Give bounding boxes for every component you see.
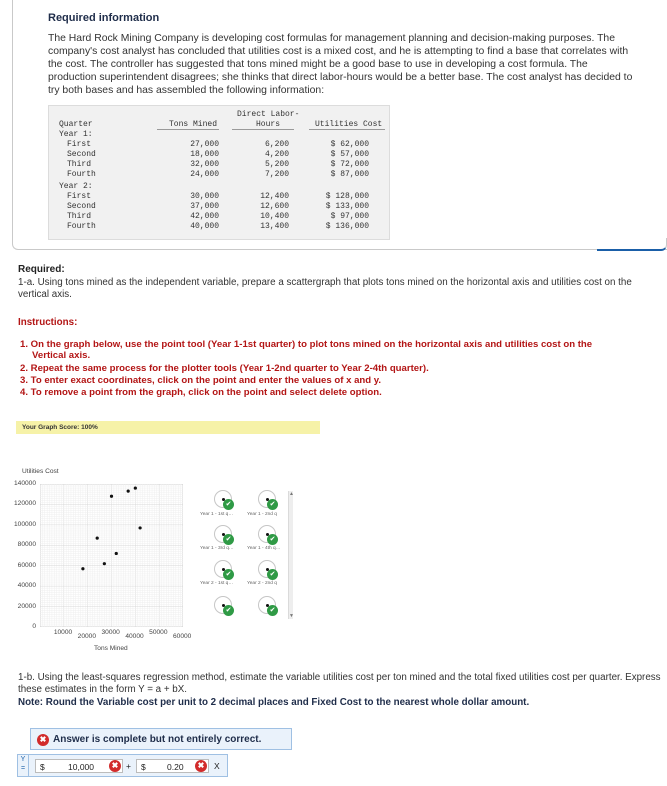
check-icon: ✔ bbox=[223, 499, 234, 510]
cell-quarter: First bbox=[67, 140, 92, 149]
data-point-7[interactable] bbox=[139, 526, 142, 529]
check-icon: ✔ bbox=[267, 569, 278, 580]
tool-y2q2[interactable] bbox=[258, 560, 276, 578]
cell-quarter: Fourth bbox=[67, 170, 96, 179]
cell-cost: $ 62,000 bbox=[330, 140, 369, 149]
x-tick-label: 50000 bbox=[149, 629, 168, 636]
part-1b-note: Note: Round the Variable cost per unit to 2 decimal places and Fixed Cost to the nearest whole dollar amount. bbox=[18, 697, 530, 708]
cell-dlh: 10,400 bbox=[260, 212, 289, 221]
variable-cost-input[interactable] bbox=[136, 759, 209, 773]
point-tool-panel bbox=[200, 490, 296, 618]
required-heading: Required: bbox=[18, 264, 65, 275]
cell-cost: $ 87,000 bbox=[330, 170, 369, 179]
cell-tons: 27,000 bbox=[190, 140, 219, 149]
check-icon: ✔ bbox=[267, 605, 278, 616]
dollar-sign: $ bbox=[141, 762, 146, 772]
cell-quarter: First bbox=[67, 192, 92, 201]
required-text: 1-a. Using tons mined as the independent variable, prepare a scattergraph that plots tons mined on the horizontal axis and utilities cost on the vertical axis. bbox=[18, 277, 632, 300]
data-point-1[interactable] bbox=[103, 562, 106, 565]
cell-tons: 18,000 bbox=[190, 150, 219, 159]
answer-status-text: Answer is complete but not entirely correct. bbox=[53, 734, 262, 745]
tool-y2q3[interactable] bbox=[214, 596, 232, 614]
answer-status bbox=[30, 728, 292, 750]
cell-dlh: 7,200 bbox=[264, 170, 289, 179]
cell-quarter: Second bbox=[67, 150, 96, 159]
y-tick-label: 20000 bbox=[17, 602, 36, 610]
data-point-5[interactable] bbox=[110, 495, 113, 498]
wrong-icon: ✖ bbox=[37, 734, 49, 746]
instruction-1-cont: Vertical axis. bbox=[32, 350, 91, 361]
tool-y1q1[interactable] bbox=[214, 490, 232, 508]
data-table bbox=[48, 105, 390, 240]
tool-label-y2q1: Year 2 - 1st q… bbox=[200, 581, 234, 586]
data-point-8[interactable] bbox=[134, 486, 137, 489]
part-1b-text: 1-b. Using the least-squares regression method, estimate the variable utilities cost per ton mined and the total fixed utilities cost per quarter. Express these estimates in the form Y = a + bX. bbox=[18, 672, 661, 695]
cell-quarter: Second bbox=[67, 202, 96, 211]
tool-scrollbar[interactable] bbox=[288, 491, 293, 619]
data-point-4[interactable] bbox=[96, 537, 99, 540]
y-tick-label: 120000 bbox=[13, 500, 36, 508]
scroll-up-icon[interactable]: ▲ bbox=[289, 491, 294, 497]
tool-y2q1[interactable] bbox=[214, 560, 232, 578]
year2-label: Year 2: bbox=[59, 182, 93, 191]
equals-label: = bbox=[20, 765, 26, 772]
instructions-heading: Instructions: bbox=[18, 317, 78, 328]
x-tick-label: 10000 bbox=[53, 629, 73, 636]
y-label: Y bbox=[20, 756, 26, 763]
cell-cost: $ 97,000 bbox=[330, 212, 369, 221]
cell-cost: $ 72,000 bbox=[330, 160, 369, 169]
y-tick-label: 60000 bbox=[17, 561, 36, 569]
cell-quarter: Fourth bbox=[67, 222, 96, 231]
cell-dlh: 12,600 bbox=[260, 202, 289, 211]
y-tick-label: 140000 bbox=[13, 480, 36, 487]
cell-cost: $ 128,000 bbox=[325, 192, 369, 201]
variable-cost-value: 0.20 bbox=[167, 762, 184, 772]
regression-formula bbox=[17, 754, 228, 777]
tool-label-y2q2: Year 2 - 2nd q bbox=[247, 581, 277, 586]
col-header-quarter: Quarter bbox=[59, 120, 93, 129]
cell-tons: 24,000 bbox=[190, 170, 219, 179]
cell-quarter: Third bbox=[67, 212, 92, 221]
tool-label-y1q1: Year 1 - 1st q… bbox=[200, 512, 234, 517]
y-tick-label: 40000 bbox=[17, 582, 36, 590]
card-accent bbox=[597, 238, 667, 251]
wrong-icon: ✖ bbox=[195, 760, 207, 772]
col-header-tons: Tons Mined bbox=[169, 120, 218, 129]
instruction-3: 3. To enter exact coordinates, click on the point and enter the values of x and y. bbox=[20, 375, 382, 386]
scroll-down-icon[interactable]: ▼ bbox=[289, 613, 294, 619]
y-label-cell bbox=[18, 755, 29, 776]
check-icon: ✔ bbox=[223, 569, 234, 580]
cell-cost: $ 136,000 bbox=[325, 222, 369, 231]
x-label: X bbox=[214, 761, 220, 771]
year1-label: Year 1: bbox=[59, 130, 93, 139]
y-tick-label: 100000 bbox=[13, 520, 36, 528]
check-icon: ✔ bbox=[267, 499, 278, 510]
cell-cost: $ 133,000 bbox=[325, 202, 369, 211]
check-icon: ✔ bbox=[267, 534, 278, 545]
x-tick-label: 30000 bbox=[101, 629, 120, 636]
data-point-2[interactable] bbox=[81, 567, 84, 570]
x-tick-label: 40000 bbox=[125, 633, 144, 640]
scatter-plot[interactable] bbox=[40, 484, 183, 627]
cell-tons: 42,000 bbox=[190, 212, 219, 221]
cell-cost: $ 57,000 bbox=[330, 150, 369, 159]
tool-label-y1q4: Year 1 - 4th q… bbox=[247, 546, 281, 551]
data-point-3[interactable] bbox=[115, 552, 118, 555]
check-icon: ✔ bbox=[223, 534, 234, 545]
intro-paragraph: The Hard Rock Mining Company is developing cost formulas for management planning and decision-making purposes. The company's cost analyst has concluded that utilities cost is a mixed cost, and he is attempting to find a base that correlates with the cost. The controller has suggested that tons mined might be a good base to use in developing a cost formula. The production superintendent disagrees; she thinks that direct labor-hours would be a better base. The cost analyst has decided to try both bases and has assembled the following information: bbox=[48, 33, 633, 96]
y-tick-label: 0 bbox=[32, 623, 36, 630]
cell-dlh: 5,200 bbox=[264, 160, 289, 169]
tool-y2q4[interactable] bbox=[258, 596, 276, 614]
wrong-icon: ✖ bbox=[109, 760, 121, 772]
graph-score-banner: Your Graph Score: 100% bbox=[16, 421, 320, 434]
dollar-sign: $ bbox=[40, 762, 45, 772]
col-header-utilities: Utilities Cost bbox=[315, 120, 383, 129]
col-header-dlh-2: Hours bbox=[256, 120, 281, 129]
cell-tons: 30,000 bbox=[190, 192, 219, 201]
x-axis-title: Tons Mined bbox=[94, 645, 128, 652]
tool-y1q2[interactable] bbox=[258, 490, 276, 508]
instruction-1: 1. On the graph below, use the point tool (Year 1-1st quarter) to plot tons mined on the horizontal axis and utilities cost on the bbox=[20, 339, 593, 350]
y-tick-label: 80000 bbox=[17, 541, 36, 549]
cell-dlh: 4,200 bbox=[264, 150, 289, 159]
cell-dlh: 6,200 bbox=[264, 140, 289, 149]
y-axis-title: Utilities Cost bbox=[22, 468, 59, 475]
cell-dlh: 12,400 bbox=[260, 192, 289, 201]
fixed-cost-value: 10,000 bbox=[68, 762, 94, 772]
x-tick-label: 60000 bbox=[173, 633, 192, 640]
tool-y1q4[interactable] bbox=[258, 525, 276, 543]
col-header-dlh-1: Direct Labor- bbox=[237, 110, 300, 119]
tool-y1q3[interactable] bbox=[214, 525, 232, 543]
plus-sign: + bbox=[126, 761, 131, 771]
check-icon: ✔ bbox=[223, 605, 234, 616]
cell-dlh: 13,400 bbox=[260, 222, 289, 231]
data-point-6[interactable] bbox=[127, 490, 130, 493]
cell-tons: 37,000 bbox=[190, 202, 219, 211]
instruction-2: 2. Repeat the same process for the plotter tools (Year 1-2nd quarter to Year 2-4th quarter). bbox=[20, 363, 429, 374]
x-tick-label: 20000 bbox=[77, 633, 96, 640]
fixed-cost-input[interactable] bbox=[35, 759, 123, 773]
required-info-title: Required information bbox=[48, 12, 160, 24]
cell-quarter: Third bbox=[67, 160, 92, 169]
cell-tons: 40,000 bbox=[190, 222, 219, 231]
cell-tons: 32,000 bbox=[190, 160, 219, 169]
tool-label-y1q2: Year 1 - 2nd q bbox=[247, 512, 277, 517]
instruction-4: 4. To remove a point from the graph, click on the point and select delete option. bbox=[20, 387, 382, 398]
tool-label-y1q3: Year 1 - 3rd q… bbox=[200, 546, 234, 551]
